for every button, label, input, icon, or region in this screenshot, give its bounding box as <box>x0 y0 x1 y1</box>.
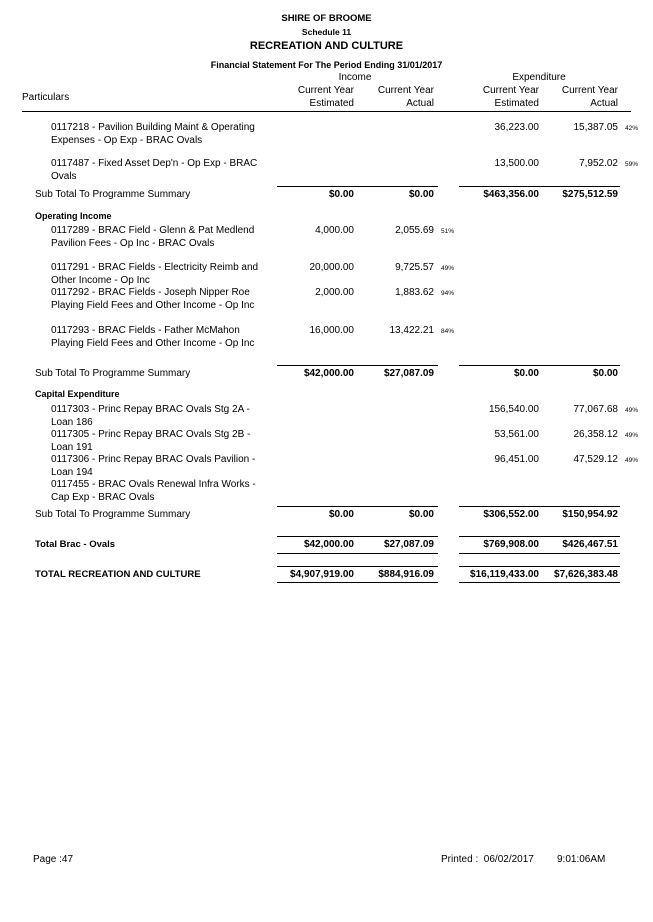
inc-act-0117293: 13,422.21 <box>389 325 434 336</box>
sub1-rule-exp <box>459 186 620 187</box>
sub2-inc-est: $42,000.00 <box>303 368 354 379</box>
inc-act-0117292: 1,883.62 <box>395 287 434 298</box>
col-exp-act-line1: Current Year <box>561 85 618 96</box>
section-capital-expenditure: Capital Expenditure <box>35 389 120 399</box>
col-inc-act-header <box>354 85 434 110</box>
inc-est-0117289: 4,000.00 <box>315 225 354 236</box>
exp-est-0117218: 36,223.00 <box>494 122 539 133</box>
exp-act-0117306: 47,529.12 <box>573 454 618 465</box>
printed-time: 9:01:06AM <box>557 854 606 865</box>
section-operating-income: Operating Income <box>35 211 112 221</box>
total-brac-exp-est: $769,908.00 <box>483 539 539 550</box>
sub2-rule-income <box>277 365 438 366</box>
sub3-inc-est: $0.00 <box>328 509 354 520</box>
sub2-label: Sub Total To Programme Summary <box>35 368 191 379</box>
sub1-exp-act: $275,512.59 <box>562 189 618 200</box>
line-item-0117306: 0117306 - Princ Repay BRAC Ovals Pavilion - Loan 194 <box>51 454 256 478</box>
col-exp-est-header <box>459 85 539 110</box>
col-inc-act-line1: Current Year <box>377 85 434 96</box>
line-item-0117305: 0117305 - Princ Repay BRAC Ovals Stg 2B - Loan 191 <box>51 429 251 453</box>
sub1-exp-est: $463,356.00 <box>483 189 539 200</box>
inc-pct-0117292: 94% <box>441 290 455 297</box>
exp-pct-0117487: 59% <box>625 161 639 168</box>
sub3-label: Sub Total To Programme Summary <box>35 509 191 520</box>
exp-est-0117303: 156,540.00 <box>488 404 539 415</box>
exp-pct-0117218: 42% <box>625 125 639 132</box>
col-inc-est-header <box>274 85 354 110</box>
sub1-inc-est: $0.00 <box>328 189 354 200</box>
total-brac-exp-act: $426,467.51 <box>562 539 618 550</box>
exp-act-0117487: 7,952.02 <box>579 158 618 169</box>
col-exp-est-line2: Estimated <box>494 97 539 109</box>
particulars-header: Particulars <box>22 92 70 103</box>
total-brac-inc-est: $42,000.00 <box>303 539 354 550</box>
rec-total-underline-exp <box>459 582 620 583</box>
line-item-0117218: 0117218 - Pavilion Building Maint & Operating Expenses - Op Exp - BRAC Ovals <box>51 122 255 146</box>
sub2-inc-act: $27,087.09 <box>383 368 434 379</box>
sub3-inc-act: $0.00 <box>408 509 434 520</box>
col-exp-est-line1: Current Year <box>482 85 539 96</box>
printed-date: Printed : 06/02/2017 <box>441 854 534 865</box>
line-item-0117303: 0117303 - Princ Repay BRAC Ovals Stg 2A - Loan 186 <box>51 404 250 428</box>
col-inc-act-line2: Actual <box>406 97 434 109</box>
exp-est-0117487: 13,500.00 <box>494 158 539 169</box>
sub3-rule-exp <box>459 506 620 507</box>
line-item-0117455: 0117455 - BRAC Ovals Renewal Infra Works - Cap Exp - BRAC Ovals <box>51 479 256 503</box>
rec-total-rule-income <box>277 566 438 567</box>
income-header: Income <box>338 72 372 83</box>
inc-pct-0117293: 84% <box>441 328 455 335</box>
header-rule <box>22 111 631 112</box>
inc-pct-0117291: 49% <box>441 265 455 272</box>
exp-est-0117305: 53,561.00 <box>494 429 539 440</box>
rec-total-rule-exp <box>459 566 620 567</box>
org-name: SHIRE OF BROOME <box>281 13 372 24</box>
sub2-rule-exp <box>459 365 620 366</box>
line-item-0117289: 0117289 - BRAC Field - Glenn & Pat Medlend Pavilion Fees - Op Inc - BRAC Ovals <box>51 225 255 249</box>
line-item-0117292: 0117292 - BRAC Fields - Joseph Nipper Roe Playing Field Fees and Other Income - Op Inc <box>51 287 255 311</box>
total-rec-inc-act: $884,916.09 <box>378 569 434 580</box>
inc-act-0117289: 2,055.69 <box>395 225 434 236</box>
inc-act-0117291: 9,725.57 <box>395 262 434 273</box>
col-inc-est-line2: Estimated <box>309 97 354 109</box>
exp-est-0117306: 96,451.00 <box>494 454 539 465</box>
inc-est-0117293: 16,000.00 <box>309 325 354 336</box>
total-rec-exp-est: $16,119,433.00 <box>470 569 539 580</box>
sub3-exp-act: $150,954.92 <box>562 509 618 520</box>
total-rec-label: TOTAL RECREATION AND CULTURE <box>35 569 201 580</box>
page-number: Page :47 <box>33 854 74 865</box>
exp-act-0117303: 77,067.68 <box>573 404 618 415</box>
inc-pct-0117289: 51% <box>441 228 455 235</box>
line-item-0117293: 0117293 - BRAC Fields - Father McMahon Playing Field Fees and Other Income - Op Inc <box>51 325 255 349</box>
inc-est-0117291: 20,000.00 <box>309 262 354 273</box>
exp-act-0117305: 26,358.12 <box>573 429 618 440</box>
page-title: RECREATION AND CULTURE <box>249 40 404 52</box>
schedule-label: Schedule 11 <box>301 27 352 37</box>
col-inc-est-line1: Current Year <box>297 85 354 96</box>
exp-pct-0117306: 49% <box>625 457 639 464</box>
brac-total-rule-income <box>277 536 438 537</box>
exp-act-0117218: 15,387.05 <box>573 122 618 133</box>
exp-pct-0117303: 49% <box>625 407 639 414</box>
line-item-0117291: 0117291 - BRAC Fields - Electricity Reimb and Other Income - Op Inc <box>51 262 259 286</box>
sub1-inc-act: $0.00 <box>408 189 434 200</box>
total-rec-inc-est: $4,907,919.00 <box>290 569 354 580</box>
sub2-exp-est: $0.00 <box>513 368 539 379</box>
brac-total-underline-income <box>277 553 438 554</box>
rec-total-underline-income <box>277 582 438 583</box>
line-item-0117487: 0117487 - Fixed Asset Dep'n - Op Exp - BRAC Ovals <box>51 158 258 182</box>
total-rec-exp-act: $7,626,383.48 <box>554 569 618 580</box>
period-label: Financial Statement For The Period Ending 31/01/2017 <box>210 60 443 70</box>
inc-est-0117292: 2,000.00 <box>315 287 354 298</box>
brac-total-rule-exp <box>459 536 620 537</box>
expenditure-header: Expenditure <box>512 72 566 83</box>
total-brac-inc-act: $27,087.09 <box>383 539 434 550</box>
sub3-exp-est: $306,552.00 <box>483 509 539 520</box>
sub2-exp-act: $0.00 <box>592 368 618 379</box>
brac-total-underline-exp <box>459 553 620 554</box>
sub1-label: Sub Total To Programme Summary <box>35 189 191 200</box>
total-brac-label: Total Brac - Ovals <box>35 539 116 550</box>
sub1-rule-income <box>277 186 438 187</box>
col-exp-act-line2: Actual <box>590 97 618 109</box>
col-exp-act-header <box>538 85 618 110</box>
sub3-rule-income <box>277 506 438 507</box>
exp-pct-0117305: 49% <box>625 432 639 439</box>
